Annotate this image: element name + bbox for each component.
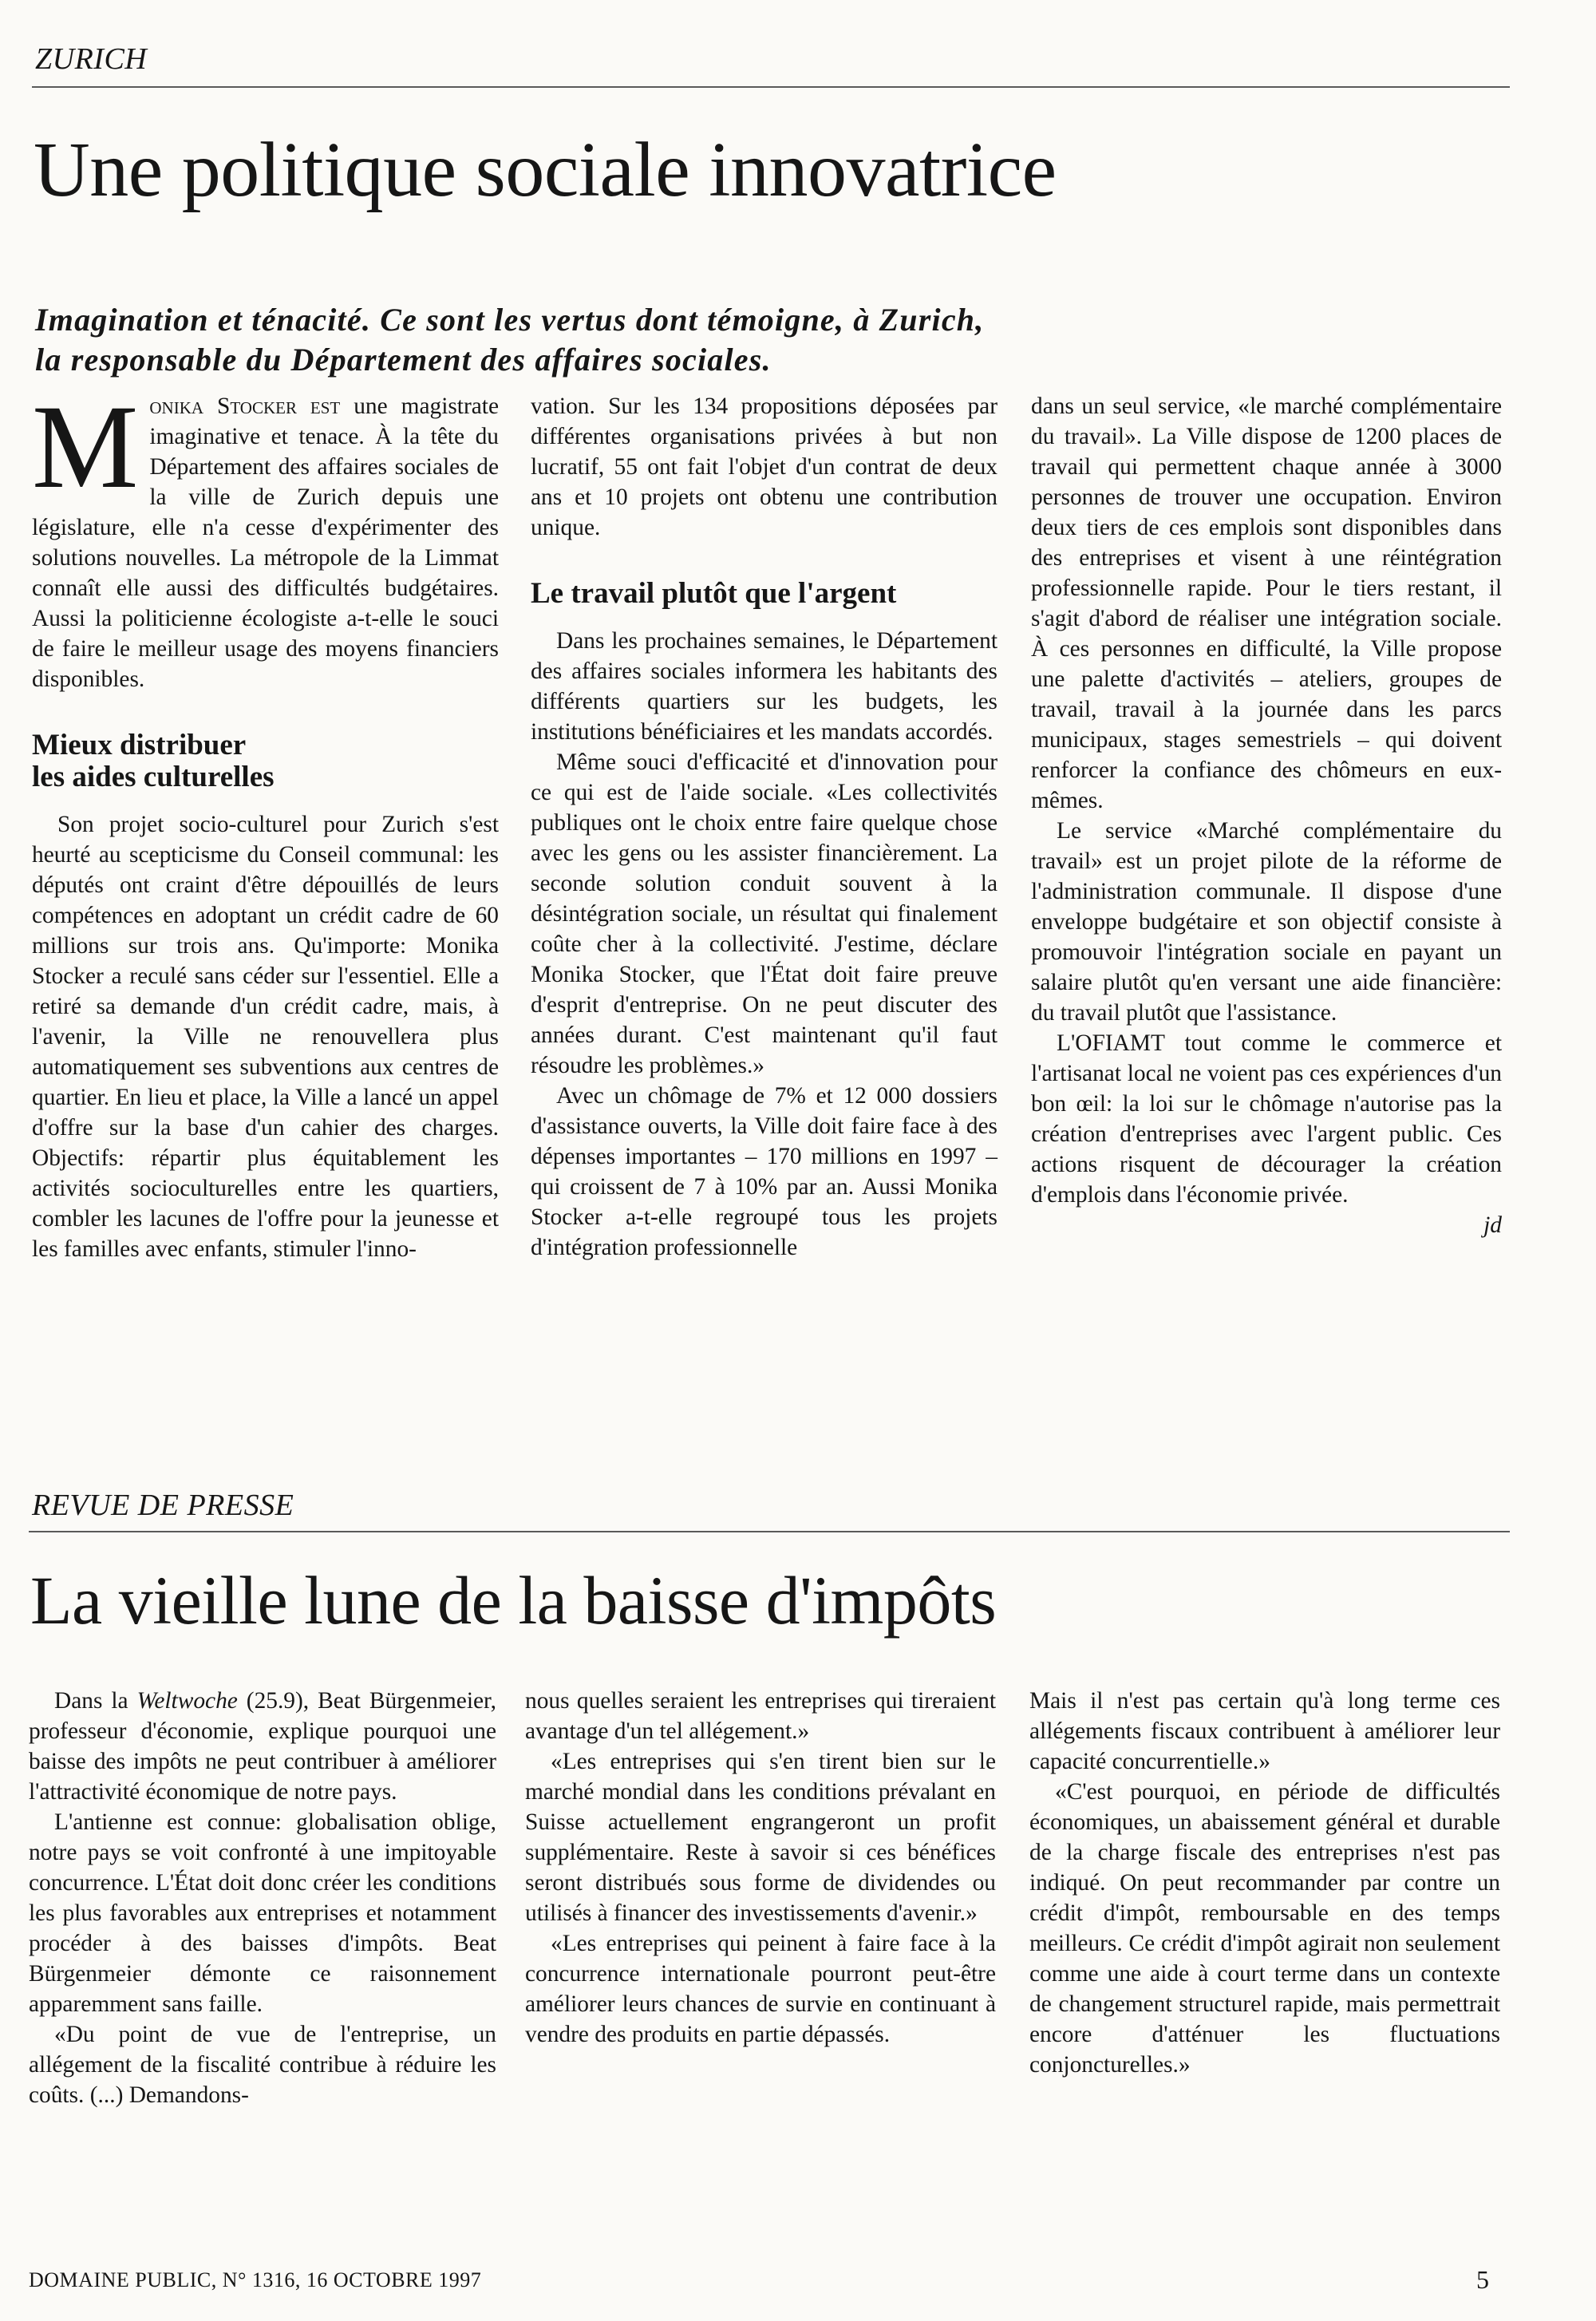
paragraph: Le service «Marché complémentaire du travail» est un projet pilote de la réforme de l'administration communale. Il dispose d'une enveloppe budgétaire et son objectif consiste à promouvoir l'intégration sociale en payant un salaire plutôt qu'en versant une aide financière: du travail plutôt que l'assistance.	[1031, 818, 1502, 1026]
article1-column-3	[1031, 391, 1502, 1240]
section-rule	[29, 1531, 1510, 1532]
paragraph-continued: vation. Sur les 134 propositions déposées par différentes organisations privées à but non lucratif, 55 ont fait l'objet d'un contrat de deux ans et 10 projets ont obtenu une contribution unique.	[531, 393, 998, 540]
paragraph: L'OFIAMT tout comme le commerce et l'artisanat local ne voient pas ces expériences d'un bon œil: la loi sur le chômage n'autorise pas la création d'entreprises avec l'argent public. Ces actions risquent de décourager la création d'emplois dans l'économie privée.	[1031, 1030, 1502, 1208]
paragraph: Même souci d'efficacité et d'innovation pour ce qui est de l'aide sociale. «Les collectivités publiques ont le choix entre faire quelque chose avec les gens ou les assister financièrement. La seconde solution conduit souvent à la désintégration sociale, un résultat qui finalement coûte cher à la collectivité. J'estime, déclare Monika Stocker, que l'État doit faire preuve d'esprit d'entreprise. On ne peut discuter des années durant. C'est maintenant qu'il faut résoudre les problèmes.»	[531, 749, 998, 1078]
paragraph	[29, 1686, 496, 1807]
deck-article1	[35, 300, 1392, 380]
source-name: Weltwoche	[136, 1688, 238, 1714]
deck-line-1: Imagination et ténacité. Ce sont les vertus dont témoigne, à Zurich,	[35, 302, 985, 338]
article2-column-3	[1029, 1686, 1500, 2080]
paragraph-continued: nous quelles seraient les entreprises qui tireraient avantage d'un tel allégement.»	[525, 1688, 996, 1744]
lead-smallcaps: onika Stocker est	[149, 393, 341, 419]
section-label-revue-de-presse: REVUE DE PRESSE	[32, 1489, 294, 1522]
article1-column-2	[531, 391, 998, 1263]
subhead-mieux-distribuer	[32, 730, 499, 793]
section-rule	[32, 86, 1510, 88]
article2-column-1	[29, 1686, 496, 2110]
paragraph: «Du point de vue de l'entreprise, un allégement de la fiscalité contribue à réduire les coûts. (...) Demandons-	[29, 2022, 496, 2108]
text: Dans la	[54, 1688, 137, 1714]
subhead-line: les aides culturelles	[32, 761, 275, 793]
paragraph: «Les entreprises qui peinent à faire face à la concurrence internationale pourront peut-être améliorer leurs chances de survie en continuant à vendre des produits en partie dépassés.	[525, 1931, 996, 2047]
paragraph: Son projet socio-culturel pour Zurich s'est heurté au scepticisme du Conseil communal: les députés ont craint d'être dépouillés de leurs compétences en adoptant un crédit cadre de 60 millions sur trois ans. Qu'importe: Monika Stocker a reculé sans céder sur l'essentiel. Elle a retiré sa demande d'un crédit cadre, mais, à l'avenir, la Ville ne renouvellera plus automatiquement ses subventions aux centres de quartier. En lieu et place, la Ville a lancé un appel d'offre sur la base d'un cahier des charges. Objectifs: répartir plus équitablement les activités socioculturelles entre les quartiers, combler les lacunes de l'offre pour la jeunesse et les familles avec enfants, stimuler l'inno-	[32, 812, 499, 1262]
drop-cap: M	[32, 381, 139, 513]
headline-article1: Une politique sociale innovatrice	[34, 127, 1057, 213]
paragraph: Dans les prochaines semaines, le Département des affaires sociales informera les habitants des différents quartiers sur les budgets, les institutions bénéficiaires et les mandats accordés.	[531, 628, 998, 745]
paragraph: «Les entreprises qui s'en tirent bien sur le marché mondial dans les conditions prévalant en Suisse actuellement engrangeront un profit supplémentaire. Reste à savoir si ces bénéfices seront distribués sous forme de dividendes ou utilisés à financer des investissements d'avenir.»	[525, 1749, 996, 1926]
paragraph-continued: Mais il n'est pas certain qu'à long terme ces allégements fiscaux contribuent à améliorer leur capacité concurrentielle.»	[1029, 1688, 1500, 1774]
author-signature: jd	[1483, 1212, 1502, 1238]
deck-line-2: la responsable du Département des affaires sociales.	[35, 342, 772, 378]
paragraph: Avec un chômage de 7% et 12 000 dossiers d'assistance ouverts, la Ville doit faire face à des dépenses importantes – 170 millions en 1997 – qui croissent de 7 à 10% par an. Aussi Monika Stocker a-t-elle regroupé tous les projets d'intégration professionnelle	[531, 1083, 998, 1260]
footer-publication: DOMAINE PUBLIC, N° 1316, 16 OCTOBRE 1997	[29, 2268, 482, 2291]
page-number: 5	[1476, 2265, 1489, 2294]
text: (25.9), Beat Bürgenmeier, professeur d'économie, explique pourquoi une baisse des impôts ne peut contribuer à améliorer l'attractivité économique de notre pays.	[29, 1688, 497, 1805]
paragraph: L'antienne est connue: globalisation oblige, notre pays se voit confronté à une impitoyable concurrence. L'État doit donc créer les conditions les plus favorables aux entreprises et notamment procéder à des baisses d'impôts. Beat Bürgenmeier démonte ce raisonnement apparemment sans faille.	[29, 1809, 496, 2017]
subhead-travail: Le travail plutôt que l'argent	[531, 577, 897, 610]
lead-text: une magistrate imaginative et tenace. À la tête du Département des affaires sociales de la ville de Zurich depuis une législature, elle n'a cesse d'expérimenter des solutions nouvelles. La métropole de la Limmat connaît elle aussi des difficultés budgétaires. Aussi la politicienne écologiste a-t-elle le souci de faire le meilleur usage des moyens financiers disponibles.	[32, 393, 500, 692]
article1-column-1	[32, 381, 500, 1264]
paragraph-continued: dans un seul service, «le marché complémentaire du travail». La Ville dispose de 1200 places de travail qui permettent chaque année à 3000 personnes de trouver une occupation. Environ deux tiers de ces emplois sont disponibles dans des entreprises et visent à une réintégration professionnelle rapide. Pour le tiers restant, il s'agit d'abord de réaliser une intégration sociale. À ces personnes en difficulté, la Ville propose une palette d'activités – ateliers, groupes de travail, travail à la journée dans les parcs municipaux, stages semestriels – qui doivent renforcer la confiance des chômeurs en eux-mêmes.	[1031, 393, 1502, 813]
subhead-line: Mieux distribuer	[32, 729, 247, 761]
section-label-zurich: ZURICH	[35, 42, 148, 76]
headline-article2: La vieille lune de la baisse d'impôts	[30, 1562, 997, 1639]
paragraph: «C'est pourquoi, en période de difficultés économiques, un abaissement général et durable de la charge fiscale des entreprises n'est pas indiqué. On peut recommander par contre un crédit d'impôt, remboursable en des temps meilleurs. Ce crédit d'impôt agirait non seulement comme une aide à court terme dans un contexte de changement structurel rapide, mais permettrait encore d'atténuer les fluctuations conjoncturelles.»	[1029, 1779, 1500, 2078]
lead-paragraph	[32, 381, 500, 694]
article2-column-2	[525, 1686, 996, 2050]
